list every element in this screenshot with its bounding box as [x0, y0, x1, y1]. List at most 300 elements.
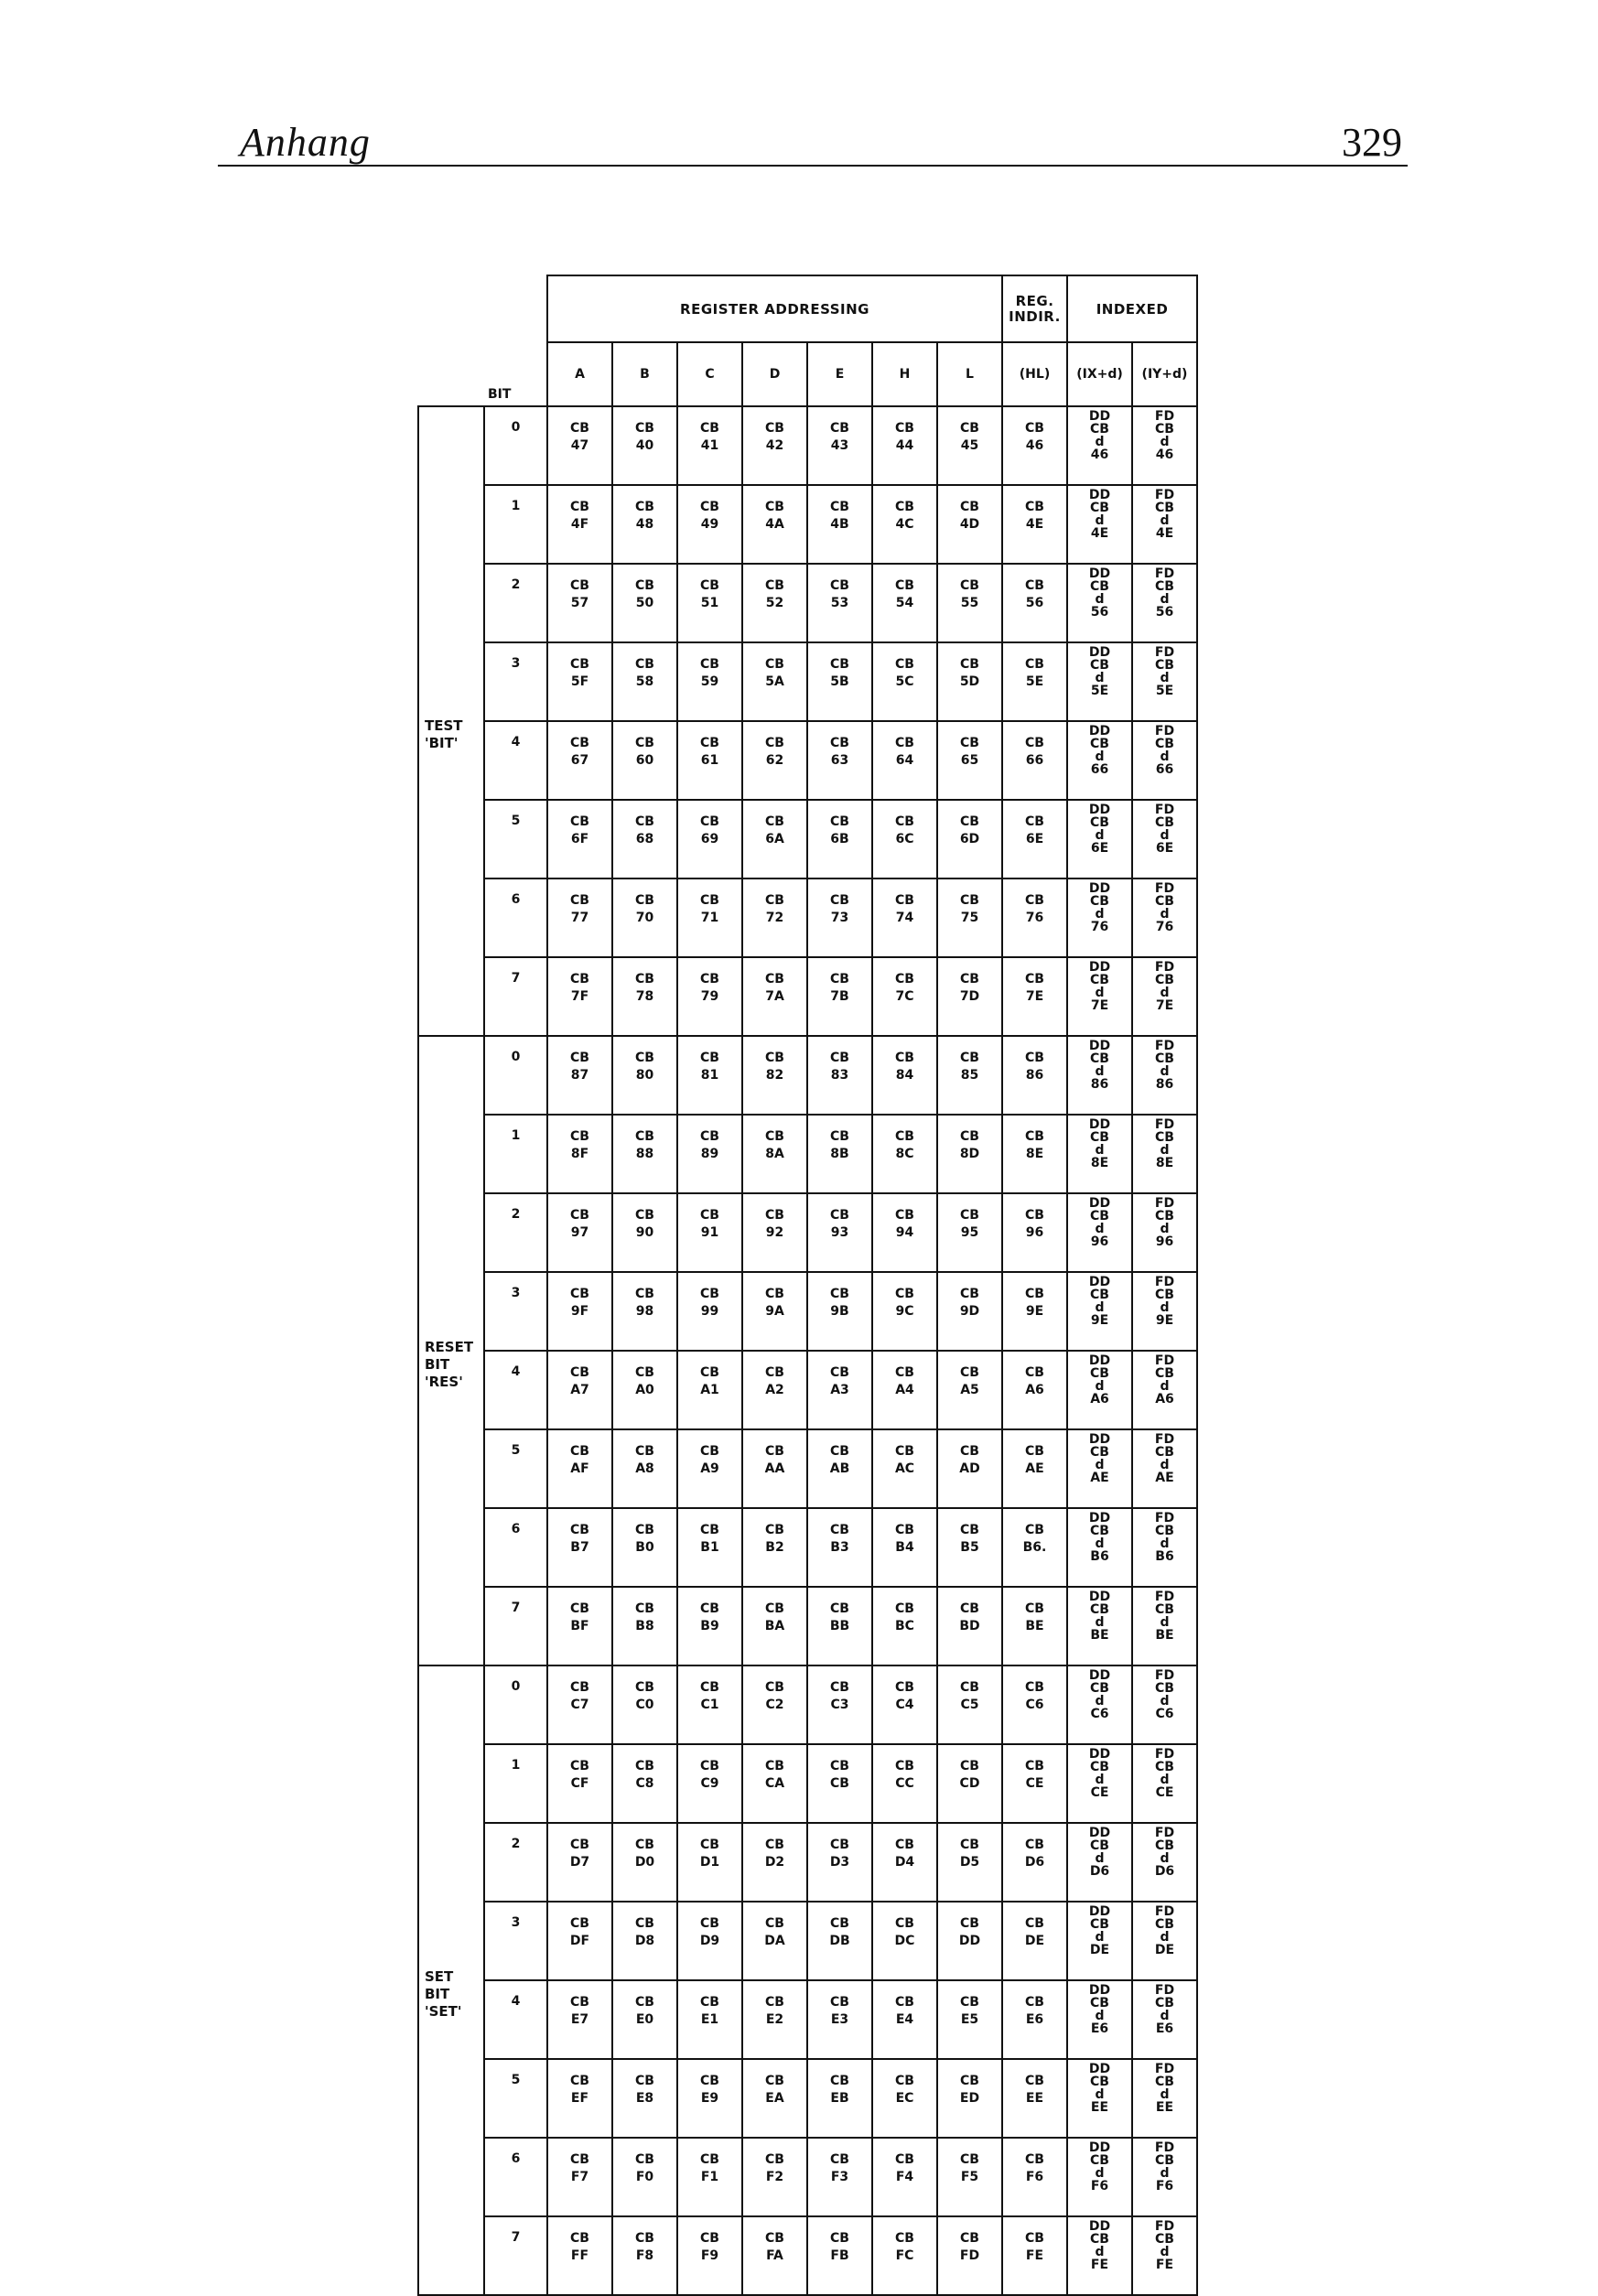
opcode-cell [612, 1193, 677, 1272]
opcode-value: AE [1155, 1471, 1174, 1485]
opcode-value: AC [894, 1461, 915, 1476]
opcode-cell [872, 564, 937, 642]
bit-number: 2 [484, 564, 547, 642]
opcode-value: 9E [1090, 1313, 1109, 1328]
opcode-value: DE [1089, 1943, 1110, 1957]
opcode-prefix: CB [635, 1680, 654, 1695]
opcode-cell [807, 721, 872, 800]
opcode-value: F6 [1155, 2179, 1174, 2194]
displacement: d [1095, 2087, 1105, 2102]
opcode-prefix: CB [635, 500, 654, 514]
opcode-value: B8 [635, 1619, 654, 1633]
iy-indexed-cell [1132, 721, 1197, 800]
opcode-value: 96 [1090, 1234, 1109, 1249]
opcode-cell [1002, 1665, 1067, 1744]
opcode-value: 43 [830, 438, 849, 453]
index-prefix: DD [1088, 566, 1111, 581]
opcode-prefix: CB [830, 500, 849, 514]
iy-indexed-cell [1132, 1665, 1197, 1744]
opcode-cell [612, 2059, 677, 2138]
opcode-value: 46 [1025, 438, 1044, 453]
opcode-cell [937, 1429, 1002, 1508]
opcode-prefix: CB [830, 1523, 849, 1537]
index-prefix: FD [1154, 488, 1175, 502]
opcode-prefix: CB [1155, 1366, 1174, 1381]
opcode-value: D6 [1089, 1864, 1110, 1879]
opcode-prefix: CB [895, 1759, 914, 1773]
table-row [418, 1823, 1197, 1902]
opcode-prefix: CB [960, 1838, 979, 1852]
opcode-cell [1002, 957, 1067, 1036]
opcode-cell [742, 1665, 807, 1744]
displacement: d [1160, 1694, 1170, 1709]
opcode-value: 9E [1025, 1304, 1044, 1319]
column-header: (HL) [1002, 342, 1067, 406]
opcode-value: F3 [830, 2170, 849, 2184]
displacement: d [1095, 513, 1105, 528]
displacement: d [1160, 1851, 1170, 1866]
opcode-prefix: CB [830, 2074, 849, 2088]
displacement: d [1095, 1458, 1105, 1472]
opcode-prefix: CB [895, 1680, 914, 1695]
opcode-prefix: CB [700, 1601, 719, 1616]
opcode-cell [937, 2138, 1002, 2216]
opcode-cell [872, 1036, 937, 1115]
opcode-prefix: CB [635, 1995, 654, 2010]
opcode-value: 68 [635, 832, 654, 846]
opcode-value: EE [1090, 2100, 1109, 2115]
ix-indexed-cell [1067, 2138, 1132, 2216]
opcode-prefix: CB [700, 1523, 719, 1537]
opcode-cell [1002, 1902, 1067, 1980]
bit-column-label: BIT [488, 387, 512, 402]
table-row [418, 1193, 1197, 1272]
index-prefix: FD [1154, 1826, 1175, 1840]
opcode-value: F4 [895, 2170, 914, 2184]
opcode-value: 96 [1155, 1234, 1174, 1249]
opcode-cell [872, 1115, 937, 1193]
opcode-cell [612, 800, 677, 879]
opcode-prefix: CB [700, 893, 719, 908]
opcode-cell [612, 1902, 677, 1980]
opcode-value: A6 [1155, 1392, 1174, 1407]
iy-indexed-cell [1132, 2216, 1197, 2295]
page-header-title: Anhang [240, 120, 371, 165]
opcode-prefix: CB [830, 1680, 849, 1695]
opcode-value: 7E [1025, 989, 1044, 1004]
opcode-prefix: CB [1025, 1365, 1044, 1380]
displacement: d [1160, 749, 1170, 764]
index-prefix: DD [1088, 1511, 1111, 1525]
ix-indexed-cell [1067, 1351, 1132, 1429]
opcode-prefix: CB [830, 1129, 849, 1144]
opcode-prefix: CB [895, 972, 914, 986]
iy-indexed-cell [1132, 1980, 1197, 2059]
index-prefix: FD [1154, 1668, 1175, 1683]
opcode-cell [612, 1508, 677, 1587]
opcode-value: 56 [1090, 605, 1109, 620]
bit-number: 0 [484, 1036, 547, 1115]
opcode-value: A7 [570, 1383, 589, 1397]
table-row [418, 1272, 1197, 1351]
opcode-cell [547, 642, 612, 721]
opcode-cell [1002, 1351, 1067, 1429]
opcode-value: 90 [635, 1225, 654, 1240]
opcode-prefix: CB [1090, 815, 1109, 830]
opcode-prefix: CB [635, 1523, 654, 1537]
opcode-value: E3 [830, 2012, 849, 2027]
opcode-value: CE [1155, 1785, 1174, 1800]
opcode-value: A0 [635, 1383, 654, 1397]
opcode-value: B6 [1090, 1549, 1109, 1564]
opcode-value: B2 [765, 1540, 784, 1555]
opcode-prefix: CB [765, 1129, 784, 1144]
opcode-cell [742, 642, 807, 721]
displacement: d [1095, 1300, 1105, 1315]
opcode-value: 98 [635, 1304, 654, 1319]
opcode-prefix: CB [570, 1838, 589, 1852]
displacement: d [1160, 1300, 1170, 1315]
opcode-prefix: CB [765, 893, 784, 908]
ix-indexed-cell [1067, 1508, 1132, 1587]
displacement: d [1160, 1379, 1170, 1394]
opcode-cell [937, 1980, 1002, 2059]
opcode-value: 51 [700, 596, 719, 610]
opcode-value: BC [895, 1619, 914, 1633]
opcode-value: FE [1090, 2258, 1109, 2272]
opcode-prefix: CB [1155, 1838, 1174, 1853]
opcode-prefix: CB [635, 421, 654, 436]
opcode-prefix: CB [1025, 893, 1044, 908]
opcode-cell [547, 406, 612, 485]
opcode-prefix: CB [765, 2152, 784, 2167]
opcode-value: A2 [765, 1383, 784, 1397]
opcode-value: D9 [699, 1934, 720, 1948]
opcode-prefix: CB [1090, 2153, 1109, 2168]
opcode-prefix: CB [895, 893, 914, 908]
opcode-cell [547, 1744, 612, 1823]
index-prefix: DD [1088, 1117, 1111, 1132]
opcode-value: BF [570, 1619, 589, 1633]
opcode-prefix: CB [960, 893, 979, 908]
opcode-cell [742, 800, 807, 879]
column-header: E [807, 342, 872, 406]
opcode-prefix: CB [765, 1916, 784, 1931]
opcode-cell [677, 485, 742, 564]
opcode-prefix: CB [765, 1287, 784, 1301]
opcode-cell [547, 721, 612, 800]
opcode-value: D8 [634, 1934, 655, 1948]
opcode-value: D2 [764, 1855, 785, 1870]
displacement: d [1095, 1851, 1105, 1866]
opcode-prefix: CB [895, 1523, 914, 1537]
opcode-value: 7A [765, 989, 784, 1004]
opcode-prefix: CB [960, 1287, 979, 1301]
opcode-value: 61 [700, 753, 719, 768]
opcode-value: 4E [1155, 526, 1174, 541]
opcode-cell [937, 879, 1002, 957]
opcode-value: AB [829, 1461, 850, 1476]
column-header: A [547, 342, 612, 406]
index-prefix: DD [1088, 1747, 1111, 1762]
opcode-prefix: CB [1155, 1524, 1174, 1538]
opcode-prefix: CB [895, 1365, 914, 1380]
opcode-value: AD [959, 1461, 980, 1476]
opcode-prefix: CB [700, 421, 719, 436]
table-row [418, 485, 1197, 564]
opcode-value: B4 [895, 1540, 914, 1555]
opcode-prefix: CB [570, 421, 589, 436]
table-row [418, 2059, 1197, 2138]
opcode-value: 6C [895, 832, 914, 846]
ix-indexed-cell [1067, 2216, 1132, 2295]
index-prefix: FD [1154, 1511, 1175, 1525]
opcode-value: F1 [700, 2170, 719, 2184]
opcode-cell [807, 1980, 872, 2059]
opcode-prefix: CB [1025, 814, 1044, 829]
opcode-cell [807, 1823, 872, 1902]
index-prefix: FD [1154, 645, 1175, 660]
opcode-cell [677, 1115, 742, 1193]
opcode-cell [677, 642, 742, 721]
opcode-value: C6 [1025, 1698, 1044, 1712]
opcode-cell [742, 2059, 807, 2138]
opcode-prefix: CB [1155, 1681, 1174, 1696]
opcode-prefix: CB [635, 736, 654, 750]
displacement: d [1160, 2009, 1170, 2023]
opcode-cell [742, 879, 807, 957]
opcode-prefix: CB [830, 1838, 849, 1852]
opcode-prefix: CB [635, 2152, 654, 2167]
displacement: d [1095, 1379, 1105, 1394]
opcode-value: AE [1025, 1461, 1044, 1476]
opcode-cell [1002, 1115, 1067, 1193]
opcode-prefix: CB [700, 1287, 719, 1301]
opcode-prefix: CB [895, 1444, 914, 1459]
opcode-value: 48 [635, 517, 654, 532]
opcode-prefix: CB [1155, 1917, 1174, 1932]
opcode-cell [677, 879, 742, 957]
ix-indexed-cell [1067, 1036, 1132, 1115]
opcode-value: 66 [1025, 753, 1044, 768]
opcode-prefix: CB [700, 1916, 719, 1931]
opcode-cell [742, 1980, 807, 2059]
opcode-prefix: CB [1025, 2074, 1044, 2088]
opcode-value: 94 [895, 1225, 914, 1240]
index-prefix: DD [1088, 2219, 1111, 2234]
opcode-cell [872, 1744, 937, 1823]
opcode-prefix: CB [830, 893, 849, 908]
opcode-value: A1 [700, 1383, 719, 1397]
table-corner [418, 275, 547, 342]
opcode-prefix: CB [960, 1995, 979, 2010]
ix-indexed-cell [1067, 1272, 1132, 1351]
opcode-cell [547, 800, 612, 879]
displacement: d [1160, 2166, 1170, 2181]
opcode-value: BE [1155, 1628, 1174, 1643]
opcode-prefix: CB [1090, 579, 1109, 594]
opcode-prefix: CB [830, 578, 849, 593]
opcode-value: E6 [1090, 2021, 1109, 2036]
opcode-cell [742, 2216, 807, 2295]
index-prefix: DD [1088, 1668, 1111, 1683]
opcode-value: 9A [765, 1304, 784, 1319]
opcode-cell [742, 564, 807, 642]
opcode-cell [807, 1665, 872, 1744]
opcode-prefix: CB [1090, 1838, 1109, 1853]
opcode-cell [937, 1272, 1002, 1351]
opcode-value: 54 [895, 596, 914, 610]
table-row [418, 2216, 1197, 2295]
opcode-prefix: CB [635, 1444, 654, 1459]
opcode-cell [872, 721, 937, 800]
opcode-value: A8 [635, 1461, 654, 1476]
table-row [418, 1429, 1197, 1508]
opcode-prefix: CB [1090, 501, 1109, 515]
bit-number: 0 [484, 406, 547, 485]
index-prefix: DD [1088, 1590, 1111, 1604]
opcode-cell [612, 485, 677, 564]
opcode-value: 88 [635, 1147, 654, 1161]
displacement: d [1095, 2009, 1105, 2023]
opcode-value: BE [1090, 1628, 1109, 1643]
opcode-prefix: CB [1155, 658, 1174, 673]
ix-indexed-cell [1067, 1980, 1132, 2059]
opcode-cell [937, 1115, 1002, 1193]
opcode-value: 70 [635, 911, 654, 925]
opcode-cell [872, 2059, 937, 2138]
opcode-prefix: CB [635, 1916, 654, 1931]
opcode-cell [872, 642, 937, 721]
opcode-value: 7E [1155, 998, 1174, 1013]
table-row [418, 1351, 1197, 1429]
opcode-cell [677, 406, 742, 485]
opcode-value: 7E [1090, 998, 1109, 1013]
opcode-prefix: CB [1025, 578, 1044, 593]
opcode-cell [807, 2216, 872, 2295]
opcode-value: CE [1090, 1785, 1109, 1800]
opcode-prefix: CB [1090, 2075, 1109, 2089]
opcode-value: FD [959, 2248, 980, 2263]
opcode-cell [937, 2059, 1002, 2138]
opcode-prefix: CB [960, 1129, 979, 1144]
opcode-value: CA [764, 1776, 785, 1791]
opcode-value: D6 [1154, 1864, 1175, 1879]
opcode-prefix: CB [960, 2152, 979, 2167]
opcode-value: AA [764, 1461, 785, 1476]
opcode-value: CC [895, 1776, 914, 1791]
index-prefix: FD [1154, 2219, 1175, 2234]
bit-number: 2 [484, 1193, 547, 1272]
opcode-prefix: CB [895, 578, 914, 593]
opcode-prefix: CB [1025, 1129, 1044, 1144]
opcode-cell [872, 2216, 937, 2295]
displacement: d [1095, 592, 1105, 607]
opcode-value: F8 [635, 2248, 654, 2263]
table-row [418, 879, 1197, 957]
opcode-prefix: CB [960, 657, 979, 672]
opcode-cell [612, 957, 677, 1036]
index-prefix: FD [1154, 1196, 1175, 1211]
opcode-cell [872, 1272, 937, 1351]
opcode-cell [872, 1980, 937, 2059]
opcode-value: 92 [765, 1225, 784, 1240]
opcode-value: DD [958, 1934, 981, 1948]
opcode-prefix: CB [1155, 1288, 1174, 1302]
opcode-value: 79 [700, 989, 719, 1004]
opcode-prefix: CB [635, 657, 654, 672]
column-header: H [872, 342, 937, 406]
opcode-prefix: CB [830, 1759, 849, 1773]
iy-indexed-cell [1132, 1115, 1197, 1193]
opcode-cell [1002, 879, 1067, 957]
iy-indexed-cell [1132, 1429, 1197, 1508]
opcode-prefix: CB [895, 1838, 914, 1852]
ix-indexed-cell [1067, 1823, 1132, 1902]
opcode-prefix: CB [960, 2074, 979, 2088]
opcode-prefix: CB [1090, 1996, 1109, 2010]
opcode-prefix: CB [765, 1208, 784, 1223]
opcode-cell [807, 1902, 872, 1980]
opcode-prefix: CB [1025, 500, 1044, 514]
opcode-prefix: CB [570, 2231, 589, 2246]
index-prefix: DD [1088, 881, 1111, 896]
iy-indexed-cell [1132, 1744, 1197, 1823]
opcode-value: FC [895, 2248, 914, 2263]
opcode-cell [612, 879, 677, 957]
displacement: d [1095, 671, 1105, 685]
index-prefix: FD [1154, 1747, 1175, 1762]
opcode-value: 7C [895, 989, 914, 1004]
opcode-prefix: CB [700, 1051, 719, 1065]
opcode-cell [872, 1902, 937, 1980]
opcode-cell [807, 2059, 872, 2138]
displacement: d [1095, 1694, 1105, 1709]
opcode-cell [612, 1665, 677, 1744]
bit-number: 1 [484, 485, 547, 564]
opcode-prefix: CB [1155, 1602, 1174, 1617]
opcode-prefix: CB [830, 1365, 849, 1380]
opcode-prefix: CB [1025, 1759, 1044, 1773]
opcode-prefix: CB [635, 1759, 654, 1773]
displacement: d [1095, 2166, 1105, 2181]
opcode-value: 44 [895, 438, 914, 453]
index-prefix: FD [1154, 1432, 1175, 1447]
opcode-value: C7 [570, 1698, 589, 1712]
opcode-value: 42 [765, 438, 784, 453]
displacement: d [1160, 828, 1170, 843]
opcode-cell [677, 1351, 742, 1429]
opcode-value: A6 [1025, 1383, 1044, 1397]
opcode-cell [677, 1036, 742, 1115]
opcode-value: D3 [829, 1855, 850, 1870]
opcode-cell [807, 1351, 872, 1429]
table-row [418, 406, 1197, 485]
opcode-cell [937, 721, 1002, 800]
opcode-cell [937, 1587, 1002, 1665]
opcode-value: 4A [765, 517, 784, 532]
opcode-value: 91 [700, 1225, 719, 1240]
opcode-value: DE [1154, 1943, 1175, 1957]
opcode-value: A3 [830, 1383, 849, 1397]
opcode-value: 49 [700, 517, 719, 532]
opcode-value: 63 [830, 753, 849, 768]
opcode-value: FA [766, 2248, 783, 2263]
column-header: (IY+d) [1132, 342, 1197, 406]
index-prefix: FD [1154, 960, 1175, 975]
bit-number: 6 [484, 2138, 547, 2216]
opcode-cell [742, 1508, 807, 1587]
